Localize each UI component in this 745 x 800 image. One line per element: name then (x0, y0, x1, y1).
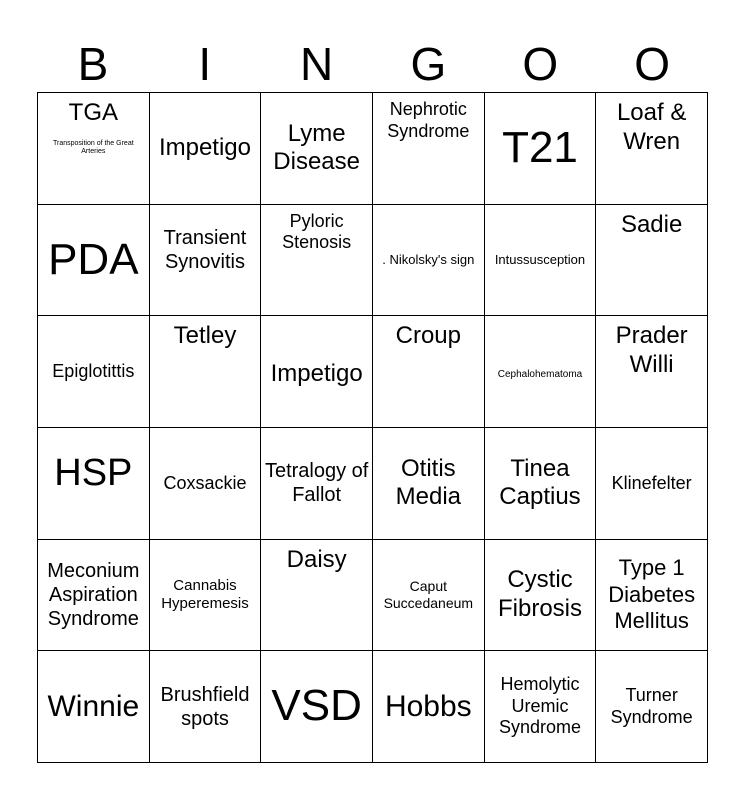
cell-label: Otitis Media (395, 454, 461, 511)
cell-label: Meconium Aspiration Syndrome (47, 559, 140, 630)
cell-label: Lyme Disease (273, 119, 361, 176)
cell-label: Hemolytic Uremic Syndrome (498, 674, 582, 738)
cell-label: Loaf & Wren (616, 99, 687, 155)
cell-label: Transient Synovitis (163, 226, 247, 273)
header-letter-b: B (77, 38, 109, 90)
cell-label: . Nikolsky's sign (382, 252, 475, 268)
cell-label: Pyloric Stenosis (282, 210, 352, 253)
cell-label: Turner Syndrome (610, 685, 693, 727)
bingo-cell[interactable] (485, 428, 597, 540)
bingo-cell[interactable] (485, 540, 597, 652)
bingo-cell[interactable] (373, 540, 485, 652)
bingo-cell[interactable] (261, 540, 373, 652)
cell-label: Cephalohematoma (497, 368, 583, 380)
cell-sublabel: Transposition of the Great Arteries (52, 139, 134, 156)
bingo-cell[interactable] (38, 93, 150, 205)
bingo-cell[interactable] (485, 93, 597, 205)
header-letter-i: I (198, 38, 212, 90)
header-letter-n: N (299, 38, 334, 90)
cell-label: T21 (502, 122, 578, 172)
bingo-cell[interactable] (485, 651, 597, 763)
bingo-cell[interactable] (596, 93, 708, 205)
cell-label: Nephrotic Syndrome (387, 99, 470, 141)
bingo-cell[interactable] (373, 205, 485, 317)
bingo-cell[interactable] (261, 93, 373, 205)
header-letter-o-2: O (634, 38, 670, 90)
cell-label: TGA (68, 99, 118, 126)
cell-label: Intussusception (494, 252, 586, 268)
bingo-cell[interactable] (150, 651, 262, 763)
bingo-cell[interactable] (596, 651, 708, 763)
cell-label: Impetigo (270, 360, 363, 388)
bingo-cell[interactable] (485, 316, 597, 428)
bingo-cell[interactable] (373, 93, 485, 205)
bingo-cell[interactable] (38, 651, 150, 763)
cell-label: Sadie (620, 210, 683, 238)
bingo-cell[interactable] (38, 428, 150, 540)
header-letter-o: O (522, 38, 559, 90)
bingo-cell[interactable] (373, 428, 485, 540)
bingo-cell[interactable] (596, 316, 708, 428)
cell-label: Cannabis Hyperemesis (161, 576, 249, 612)
bingo-cell[interactable] (373, 316, 485, 428)
bingo-cell[interactable] (150, 93, 262, 205)
bingo-cell[interactable] (596, 428, 708, 540)
bingo-cell[interactable] (38, 205, 150, 317)
cell-label: Prader Willi (615, 322, 688, 379)
cell-label: Brushfield spots (160, 683, 250, 730)
cell-label: VSD (271, 681, 362, 731)
bingo-cell[interactable] (261, 428, 373, 540)
cell-label: Impetigo (158, 133, 252, 161)
header-letter-g: G (410, 38, 447, 90)
cell-label: Tetralogy of Fallot (264, 460, 369, 507)
bingo-cell[interactable] (261, 316, 373, 428)
cell-label: Winnie (47, 689, 140, 723)
cell-content (41, 99, 146, 157)
cell-label: Croup (395, 322, 461, 350)
cell-label: Tetley (173, 322, 237, 350)
cell-label: HSP (54, 451, 133, 494)
bingo-cell[interactable] (261, 651, 373, 763)
bingo-cell[interactable] (596, 540, 708, 652)
bingo-cell[interactable] (485, 205, 597, 317)
bingo-cell[interactable] (373, 651, 485, 763)
cell-label: Caput Succedaneum (383, 578, 474, 611)
bingo-cell[interactable] (150, 540, 262, 652)
bingo-board (37, 92, 708, 763)
cell-label: Epiglotittis (52, 360, 135, 381)
cell-label: Tinea Captius (499, 454, 581, 511)
cell-label: Daisy (286, 545, 347, 573)
cell-label: PDA (48, 234, 139, 284)
cell-label: Type 1 Diabetes Mellitus (608, 555, 696, 634)
bingo-cell[interactable] (596, 205, 708, 317)
cell-label: Cystic Fibrosis (497, 566, 582, 622)
bingo-cell[interactable] (261, 205, 373, 317)
bingo-cell[interactable] (150, 316, 262, 428)
cell-label: Hobbs (384, 689, 472, 723)
bingo-cell[interactable] (38, 540, 150, 652)
cell-label: Coxsackie (163, 472, 247, 493)
bingo-cell[interactable] (38, 316, 150, 428)
bingo-header (37, 36, 708, 92)
bingo-cell[interactable] (150, 205, 262, 317)
bingo-cell[interactable] (150, 428, 262, 540)
cell-label: Klinefelter (611, 472, 692, 493)
